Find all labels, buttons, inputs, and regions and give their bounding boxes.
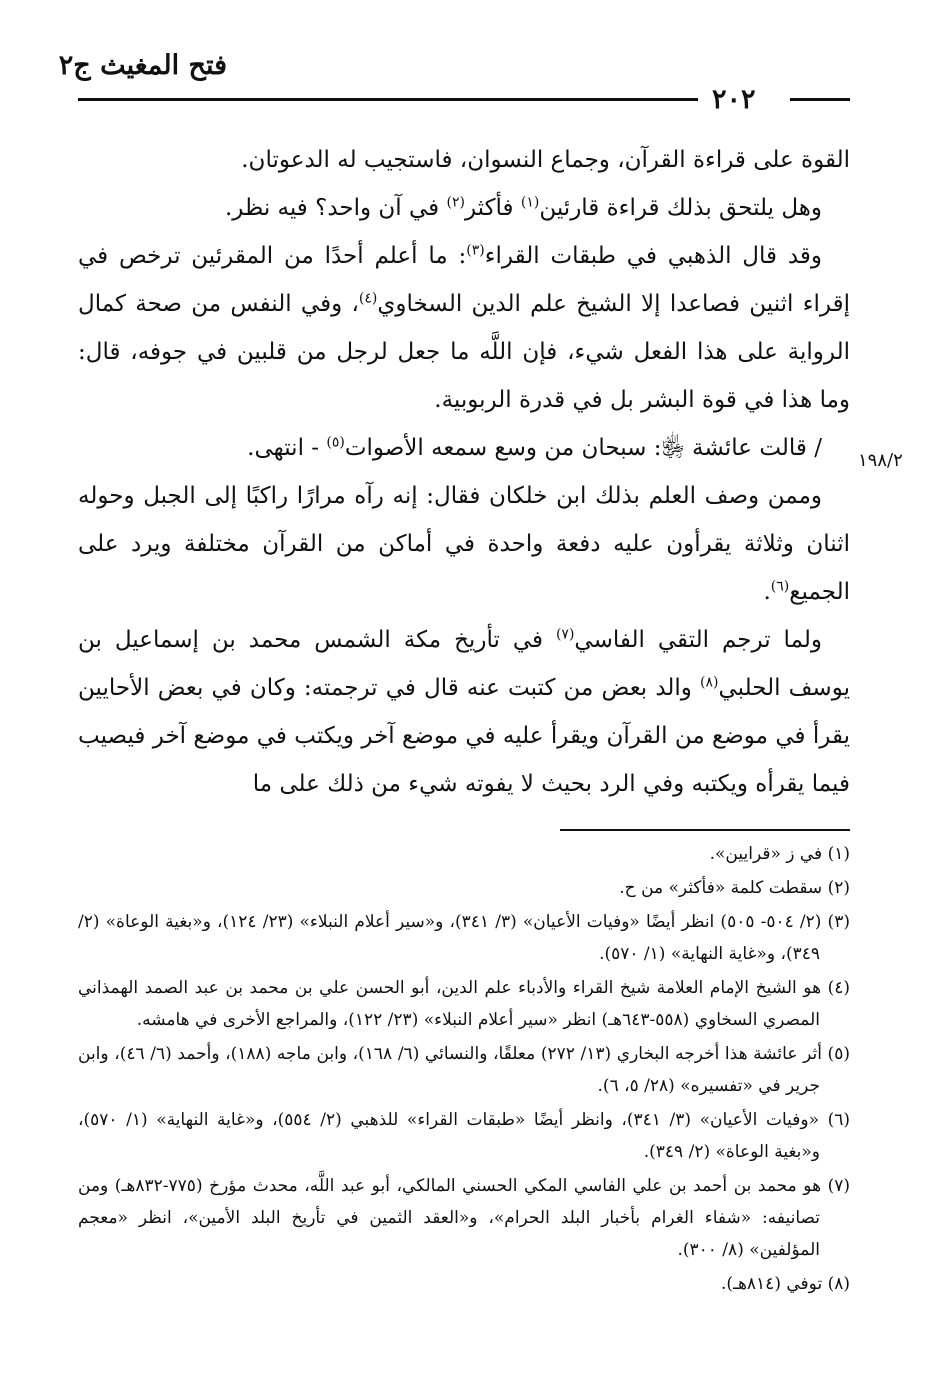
footnote-marker: (٦) [770,578,790,595]
footnote-separator [560,829,850,831]
text-run: ، وفي النفس من صحة كمال الرواية على هذا الفعل شيء، فإن اللَّه ما جعل لرجل من قلبين في جوفه، قال: وما هذا في قوة البشر بل في قدرة الربوبية. [78,291,850,413]
running-head-title: فتح المغيث ج٢ [58,50,227,81]
body-paragraph [78,472,850,616]
body-paragraph [78,424,850,472]
footnote-marker: (١) [520,194,540,211]
footnote-item: (٦) «وفيات الأعيان» (٣/ ٣٤١)، وانظر أيضًا «طبقات القراء» للذهبي (٢/ ٥٥٤)، و«غاية النهاية» (١/ ٥٧٠)، و«بغية الوعاة» (٢/ ٣٤٩). [78,1110,850,1162]
text-run: القوة على قراءة القرآن، وجماع النسوان، فاستجيب له الدعوتان. [241,147,850,173]
footnote-item: (٣) (٢/ ٥٠٤- ٥٠٥) انظر أيضًا «وفيات الأعيان» (٣/ ٣٤١)، و«سير أعلام النبلاء» (٢٣/ ١٢٤)، و«بغية الوعاة» (٢/ ٣٤٩)، و«غاية النهاية» (١/ ٥٧٠). [78,912,850,964]
text-run: وقد قال الذهبي في طبقات القراء [484,243,822,269]
footnotes [78,838,850,1302]
text-run: في آن واحد؟ فيه نظر. [224,195,447,221]
main-text [78,136,850,808]
body-paragraph [78,184,850,232]
text-run: فأكثر [464,195,521,221]
footnote-marker: (٧) [555,626,575,643]
footnote-item: (١) في ز «قرايين». [709,844,850,864]
footnote-item: (٧) هو محمد بن أحمد بن علي الفاسي المكي الحسني المالكي، أبو عبد اللَّه، محدث مؤرخ (٧٧٥-٨٣٢هـ) ومن تصانيفه: «شفاء الغرام بأخبار البلد الحرام»، و«العقد الثمين في تأريخ البلد الأمين»، انظر «معجم المؤلفين» (٨/ ٣٠٠). [78,1176,850,1260]
text-run: / قالت عائشة ﵂: سبحان من وسع سمعه الأصوات [344,435,822,461]
footnote-marker: (٥) [326,434,345,451]
footnote-marker: (٨) [700,674,719,691]
body-paragraph [78,232,850,424]
footnote-item: (٨) توفي (٨١٤هـ). [720,1274,850,1294]
footnote-marker: (٣) [466,242,485,259]
footnote-item: (٤) هو الشيخ الإمام العلامة شيخ القراء والأدباء علم الدين، أبو الحسن علي بن محمد بن عبد الصمد الهمذاني المصري السخاوي (٥٥٨-٦٤٣هـ) انظر «سير أعلام النبلاء» (٢٣/ ١٢٢)، والمراجع الأخرى في هامشه. [78,978,850,1030]
text-run: . [763,579,771,605]
text-run: : ما أعلم أحدًا من المقرئين ترخص في إقراء اثنين فصاعدا إلا الشيخ علم الدين السخاوي [78,243,850,317]
page-number: ٢٠٢ [712,84,756,115]
text-run: - انتهى. [247,435,327,461]
header-rule-short [790,98,850,101]
text-run: في تأريخ مكة الشمس محمد بن إسماعيل بن يوسف الحلبي [78,627,850,701]
header-rule [78,98,698,101]
footnote-marker: (٢) [446,194,465,211]
text-run: وممن وصف العلم بذلك ابن خلكان فقال: إنه رآه مرارًا راكبًا إلى الجبل وحوله اثنان وثلاثة يقرأون عليه دفعة واحدة في أماكن من القرآن مختلفة ويرد على الجميع [78,483,850,605]
text-run: ولما ترجم التقي الفاسي [574,627,822,653]
margin-page-reference: ١٩٨/٢ [858,450,903,471]
body-paragraph [78,616,850,808]
footnote-item: (٢) سقطت كلمة «فأكثر» من ح. [619,878,850,898]
text-run: وهل يلتحق بذلك قراءة قارئين [539,195,822,221]
body-paragraph [78,136,850,184]
footnote-marker: (٤) [358,290,378,307]
text-run: والد بعض من كتبت عنه قال في ترجمته: وكان في بعض الأحايين يقرأ في موضع من القرآن ويقرأ عليه في موضع آخر ويكتب في موضع آخر فيصيب فيما يقرأه ويكتبه وفي الرد بحيث لا يفوته شيء من ذلك على ما [78,675,850,797]
footnote-item: (٥) أثر عائشة هذا أخرجه البخاري (١٣/ ٢٧٢) معلقًا، والنسائي (٦/ ١٦٨)، وابن ماجه (١٨٨)، وأحمد (٦/ ٤٦)، وابن جرير في «تفسيره» (٢٨/ ٥، ٦). [78,1044,850,1096]
